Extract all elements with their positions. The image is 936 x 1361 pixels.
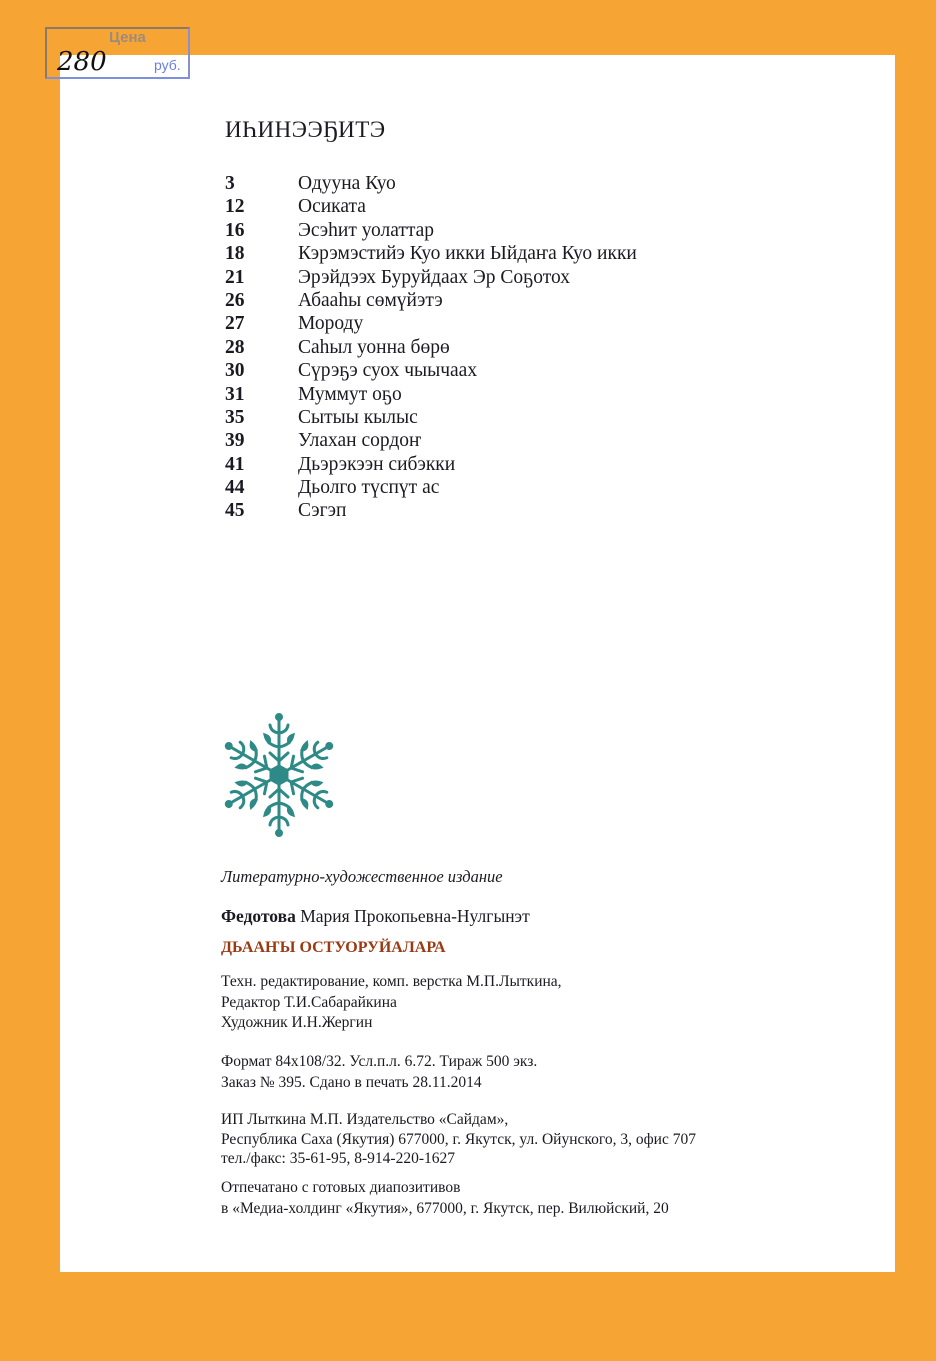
credit-line: Редактор Т.И.Сабарайкина [221,993,397,1011]
toc-title: Сүрэҕэ суох чыычаах [298,360,478,382]
credit-line: Художник И.Н.Жергин [221,1014,373,1031]
publisher-line: ИП Лыткина М.П. Издательство «Сайдам», [221,1111,509,1128]
contents-title: ИҺИНЭЭҔИТЭ [225,117,386,142]
toc-page: 31 [225,383,245,405]
author-name: Мария Прокопьевна-Нулгынэт [300,906,530,926]
table-of-contents [225,172,637,523]
toc-item [225,336,637,359]
toc-page: 3 [225,173,235,194]
toc-title: Дьэрэкээн сибэкки [298,453,456,475]
toc-item [225,453,637,476]
toc-title: Муммут оҕо [298,383,402,405]
toc-title: Кэрэмэстийэ Куо икки Ыйдаҥа Куо икки [298,243,637,265]
publisher-line: Республика Саха (Якутия) 677000, г. Якутск, ул. Ойунского, 3, офис 707 [221,1130,696,1148]
stamp-price: 280 [57,47,107,77]
format-line: Формат 84х108/32. Усл.п.л. 6.72. Тираж 500 экз. [221,1053,538,1070]
stamp-label: Цена [109,29,146,46]
printer-line: Отпечатано с готовых диапозитивов [221,1179,461,1196]
toc-item [225,476,637,499]
toc-item [225,242,637,265]
format-line: Заказ № 395. Сдано в печать 28.11.2014 [221,1073,482,1091]
toc-title: Одууна Куо [298,173,396,194]
toc-page: 18 [225,243,245,265]
printer-info [221,1178,669,1219]
toc-item [225,266,637,289]
toc-item [225,289,637,312]
author-surname: Федотова [221,906,296,926]
toc-page: 45 [225,500,245,522]
printer-line: в «Медиа-холдинг «Якутия», 677000, г. Якутск, пер. Вилюйский, 20 [221,1199,669,1217]
toc-title: Эрэйдээх Буруйдаах Эр Соҕотох [298,266,570,288]
toc-item [225,383,637,406]
toc-page: 28 [225,336,245,358]
publisher-line: тел./факс: 35-61-95, 8-914-220-1627 [221,1150,456,1167]
toc-title: Саһыл уонна бөрө [298,336,450,358]
book-title: ДЬААҤЫ ОСТУОРУЙАЛАРА [221,939,446,956]
credits [221,972,562,1034]
toc-page: 27 [225,313,245,335]
toc-page: 26 [225,289,245,311]
toc-title: Мороду [298,313,364,335]
toc-item [225,312,637,335]
toc-title: Улахан сордоҥ [298,430,422,452]
snowflake-icon [222,712,336,838]
format-info [221,1052,537,1093]
toc-item [225,172,637,195]
toc-item [225,499,637,522]
credit-line: Техн. редактирование, комп. верстка М.П.Лыткина, [221,973,562,990]
toc-title: Дьолго түспүт ас [298,477,440,499]
toc-item [225,406,637,429]
toc-page: 41 [225,453,245,475]
toc-page: 44 [225,477,245,499]
toc-page: 21 [225,266,245,288]
toc-item [225,219,637,242]
toc-title: Осиката [298,196,366,218]
toc-page: 35 [225,406,245,428]
toc-item [225,195,637,218]
toc-item [225,429,637,452]
toc-title: Сэгэп [298,500,347,522]
toc-page: 39 [225,430,245,452]
toc-title: Эсэһит уолаттар [298,219,435,241]
stamp-currency: руб. [154,57,181,73]
toc-title: Абааһы сөмүйэтэ [298,289,443,311]
author [221,906,530,927]
edition-type: Литературно-художественное издание [221,867,503,886]
publisher-info [221,1110,696,1169]
toc-item [225,359,637,382]
toc-page: 30 [225,360,245,382]
toc-page: 12 [225,196,245,218]
toc-page: 16 [225,219,245,241]
price-stamp [45,27,190,79]
toc-title: Сытыы кылыс [298,406,418,428]
